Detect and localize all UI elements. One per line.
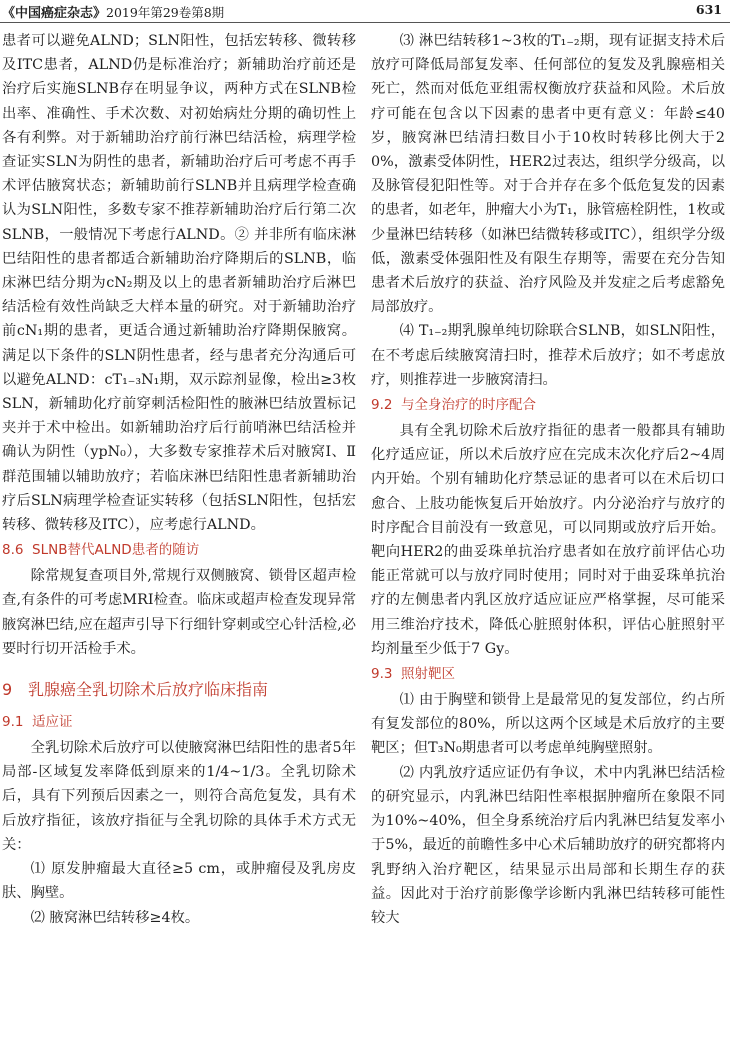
section-heading-9-2 xyxy=(371,394,725,417)
left-column xyxy=(2,29,356,930)
section-title: SLNB替代ALND患者的随访 xyxy=(32,542,200,559)
section-heading-9 xyxy=(2,677,356,703)
section-number: 9.1 xyxy=(2,714,24,731)
section-title: 照射靶区 xyxy=(401,666,455,683)
paragraph: ⑴ 由于胸壁和锁骨上是最常见的复发部位，约占所有复发部位的80%，所以这两个区域是术后放疗的主要靶区；但T₃N₀期患者可以考虑单纯胸壁照射。 xyxy=(371,692,725,757)
right-column xyxy=(371,29,725,930)
section-heading-9-1 xyxy=(2,711,356,734)
paragraph: ⑴ 原发肿瘤最大直径≥5 cm，或肿瘤侵及乳房皮肤、胸壁。 xyxy=(2,861,356,902)
paragraph: 具有全乳切除术后放疗指征的患者一般都具有辅助化疗适应证，所以术后放疗应在完成末次化疗后2~4周内开始。个别有辅助化疗禁忌证的患者可以在术后切口愈合、上肢功能恢复后开始放疗。内分泌治疗与放疗的时序配合目前没有一致意见，可以同期或放疗后开始。靶向HER2的曲妥珠单抗治疗患者如在放疗前评估心功能正常就可以与放疗同时使用；同时对于曲妥珠单抗治疗的左侧患者内乳区放疗适应证应严格掌握，尽可能采用三维治疗技术，降低心脏照射体积，评估心脏照射平均剂量至少低于7 Gy。 xyxy=(371,423,725,657)
journal-name: 《中国癌症杂志》 xyxy=(2,6,107,21)
section-number: 9 xyxy=(2,680,13,700)
section-title: 与全身治疗的时序配合 xyxy=(401,397,536,414)
paragraph: 患者可以避免ALND；SLN阳性，包括宏转移、微转移及ITC患者，ALND仍是标准治疗；新辅助治疗前还是治疗后实施SLNB存在明显争议，两种方式在SLNB检出率、准确性、手术次数、对初始病灶分期的确切性上各有利弊。对于新辅助治疗前行淋巴结活检，病理学检查证实SLN为阴性的患者，新辅助治疗后可考虑不再手术评估腋窝状态；新辅助前行SLNB并且病理学检查确认为SLN阳性，多数专家不推荐新辅助治疗后行第二次SLNB，一般情况下考虑行ALND。② 并非所有临床淋巴结阳性的患者都适合新辅助治疗降期后的SLNB，临床淋巴结分期为cN₂期及以上的患者新辅助治疗后淋巴结活检有效性尚缺乏大样本量的研究。对于新辅助治疗前cN₁期的患者，更适合通过新辅助治疗降期保腋窝。满足以下条件的SLN阴性患者，经与患者充分沟通后可以避免ALND：cT₁₋₃N₁期，双示踪剂显像，检出≥3枚SLN，新辅助化疗前穿刺活检阳性的腋淋巴结放置标记夹并于术中检出。如新辅助治疗后行前哨淋巴结活检并确认为阴性（ypN₀），大多数专家推荐术后对腋窝Ⅰ、Ⅱ群范围辅以辅助放疗；若临床淋巴结阳性患者新辅助治疗后SLN病理学检查证实转移（包括SLN阳性，包括宏转移、微转移及ITC），应考虑行ALND。 xyxy=(2,33,356,534)
paragraph: ⑵ 腋窝淋巴结转移≥4枚。 xyxy=(30,909,200,926)
section-number: 9.3 xyxy=(371,666,393,683)
section-number: 9.2 xyxy=(371,397,393,414)
paragraph: ⑷ T₁₋₂期乳腺单纯切除联合SLNB，如SLN阳性，在不考虑后续腋窝清扫时，推荐术后放疗；如不考虑放疗，则推荐进一步腋窝清扫。 xyxy=(371,323,725,388)
paragraph: ⑵ 内乳放疗适应证仍有争议，术中内乳淋巴结活检的研究显示，内乳淋巴结阳性率根据肿瘤所在象限不同为10%~40%，但全身系统治疗后内乳淋巴结复发率小于5%，最近的前瞻性多中心术后辅助放疗的研究都将内乳野纳入治疗靶区，结果显示出局部和长期生存的获益。因此对于治疗前影像学诊断内乳淋巴结转移可能性较大 xyxy=(371,764,725,926)
section-title: 适应证 xyxy=(32,714,73,731)
paragraph: 除常规复查项目外,常规行双侧腋窝、锁骨区超声检查,有条件的可考虑MRI检查。临床或超声检查发现异常腋窝淋巴结,应在超声引导下行细针穿刺或空心针活检,必要时行切开活检手术。 xyxy=(2,568,356,657)
journal-title xyxy=(2,2,224,21)
paragraph: 全乳切除术后放疗可以使腋窝淋巴结阳性的患者5年局部-区域复发率降低到原来的1/4~1/3。全乳切除术后，具有下列预后因素之一，则符合高危复发，具有术后放疗指征，该放疗指征与全乳切除的具体手术方式无关： xyxy=(2,740,357,853)
section-title: 乳腺癌全乳切除术后放疗临床指南 xyxy=(28,680,269,700)
page-number: 631 xyxy=(695,2,722,17)
paragraph: ⑶ 淋巴结转移1~3枚的T₁₋₂期，现有证据支持术后放疗可降低局部复发率、任何部位的复发及乳腺癌相关死亡，然而对低危亚组需权衡放疗获益和风险。术后放疗可能在包含以下因素的患者中更有意义：年龄≤40岁，腋窝淋巴结清扫数目小于10枚时转移比例大于20%，激素受体阴性，HER2过表达，组织学分级高，以及脉管侵犯阳性等。对于合并存在多个低危复发的因素的患者，如老年，肿瘤大小为T₁，脉管癌栓阴性，1枚或少量淋巴结转移（如淋巴结微转移或ITC），组织学分级低，激素受体强阳性及有限生存期等，需要在充分告知患者术后放疗的获益、治疗风险及并发症之后考虑豁免局部放疗。 xyxy=(371,33,725,316)
issue-info: 2019年第29卷第8期 xyxy=(106,5,225,20)
section-heading-9-3 xyxy=(371,663,725,686)
running-header xyxy=(0,0,730,23)
section-number: 8.6 xyxy=(2,542,24,559)
section-heading-8-6 xyxy=(2,539,356,562)
